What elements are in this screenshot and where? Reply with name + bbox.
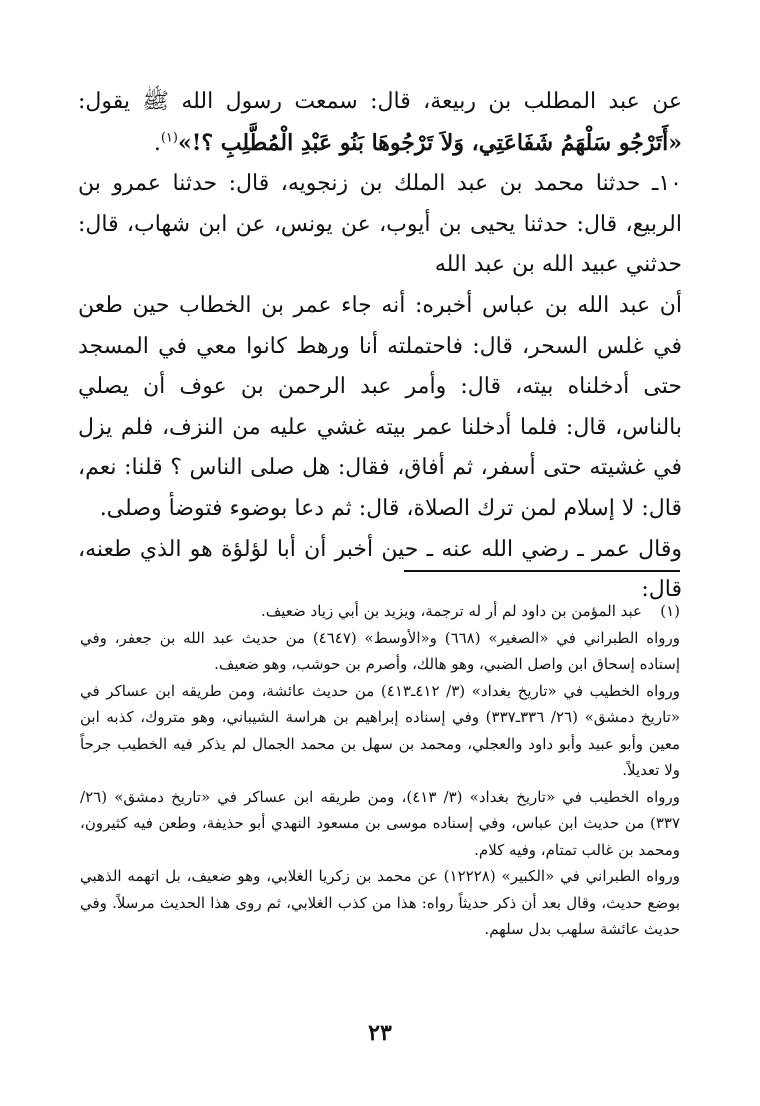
footnote-ref-1[interactable]: (١) [160,130,178,146]
hadith-9-chain: عن عبد المطلب بن ربيعة، قال: سمعت رسول الله ﷺ يقول: [78,89,682,114]
main-text [78,82,682,611]
hadith-9-end: . [153,130,161,156]
footnote-divider [404,570,680,572]
footnote-paragraph-5: ورواه الطبراني في «الكبير» (١٢٢٢٨) عن محمد بن زكريا الغلابي، وهو ضعيف، بل اتهمه الذهبي بوضع حديث، وقال بعد أن ذكر حديثاً رواه: هذا من كذب الغلابي، ثم روى هذا الحديث مرسلاً. وفي حديث عائشة سلهب بدل سلهم. [80,867,680,938]
footnote-number: (١) [660,602,680,620]
paragraph-umar-statement: وقال عمر ـ رضي الله عنه ـ حين أخبر أن أبا لؤلؤة هو الذي طعنه، قال: [78,536,682,603]
footnote-paragraph-3: ورواه الخطيب في «تاريخ بغداد» (٣/ ٤١٢ـ٤١٣) من حديث عائشة، ومن طريقه ابن عساكر في «تاريخ دمشق» (٢٦/ ٣٣٦ـ٣٣٧) وفي إسناده إبراهيم بن هراسة الشيباني، وهو متروك، كذبه ابن معين وأبو عبيد وأبو داود والعجلي، ومحمد بن سهل بن محمد الجمال لم يذكر فيه الخطيب جرحاً ولا تعديلاً. [80,681,681,779]
footnote-paragraph-2: ورواه الطبراني في «الصغير» (٦٦٨) و«الأوسط» (٤٦٤٧) من حديث عبد الله بن جعفر، وفي إسناده إسحاق ابن واصل الضبي، وهو هالك، وأصرم بن حوشب، وهو ضعيف. [80,628,680,673]
footnotes [80,598,680,943]
paragraph-hadith-10-chain: ١٠ـ حدثنا محمد بن عبد الملك بن زنجويه، قال: حدثنا عمرو بن الربيع، قال: حدثنا يحيى بن أيوب، عن يونس، عن ابن شهاب، قال: حدثني عبيد الله بن عبد الله [78,171,682,278]
paragraph-hadith-9 [78,82,682,164]
page-number: ٢٣ [368,1020,392,1046]
paragraph-hadith-10-text: أن عبد الله بن عباس أخبره: أنه جاء عمر بن الخطاب حين طعن في غلس السحر، قال: فاحتملته أنا ورهط كانوا معي في المسجد حتى أدخلناه بيته، قال: وأمر عبد الرحمن بن عوف أن يصلي بالناس، قال: فلما أدخلنا عمر بيته غشي عليه من النزف، فلم يزل في غشيته حتى أسفر، ثم أفاق، فقال: هل صلى الناس ؟ قلنا: نعم، قال: لا إسلام لمن ترك الصلاة، قال: ثم دعا بوضوء فتوضأ وصلى. [78,292,682,521]
footnote-1 [80,598,680,625]
hadith-9-quote: «أَتَرْجُو سَلْهَمُ شَفَاعَتِي، وَلاَ تَرْجُوهَا بَنُو عَبْدِ الْمُطَّلِبِ ؟!» [177,129,682,156]
footnote-paragraph-4: ورواه الخطيب في «تاريخ بغداد» (٣/ ٤١٣)، ومن طريقه ابن عساكر في «تاريخ دمشق» (٢٦/ ٣٣٧) من حديث ابن عباس، وفي إسناده موسى بن مسعود النهدي أبو حذيفة، وطعن فيه كثيرون، ومحمد بن غالب تمتام، وفيه كلام. [80,787,681,859]
footnote-line-1: عبد المؤمن بن داود لم أر له ترجمة، ويزيد بن أبي زياد ضعيف. [260,602,642,620]
